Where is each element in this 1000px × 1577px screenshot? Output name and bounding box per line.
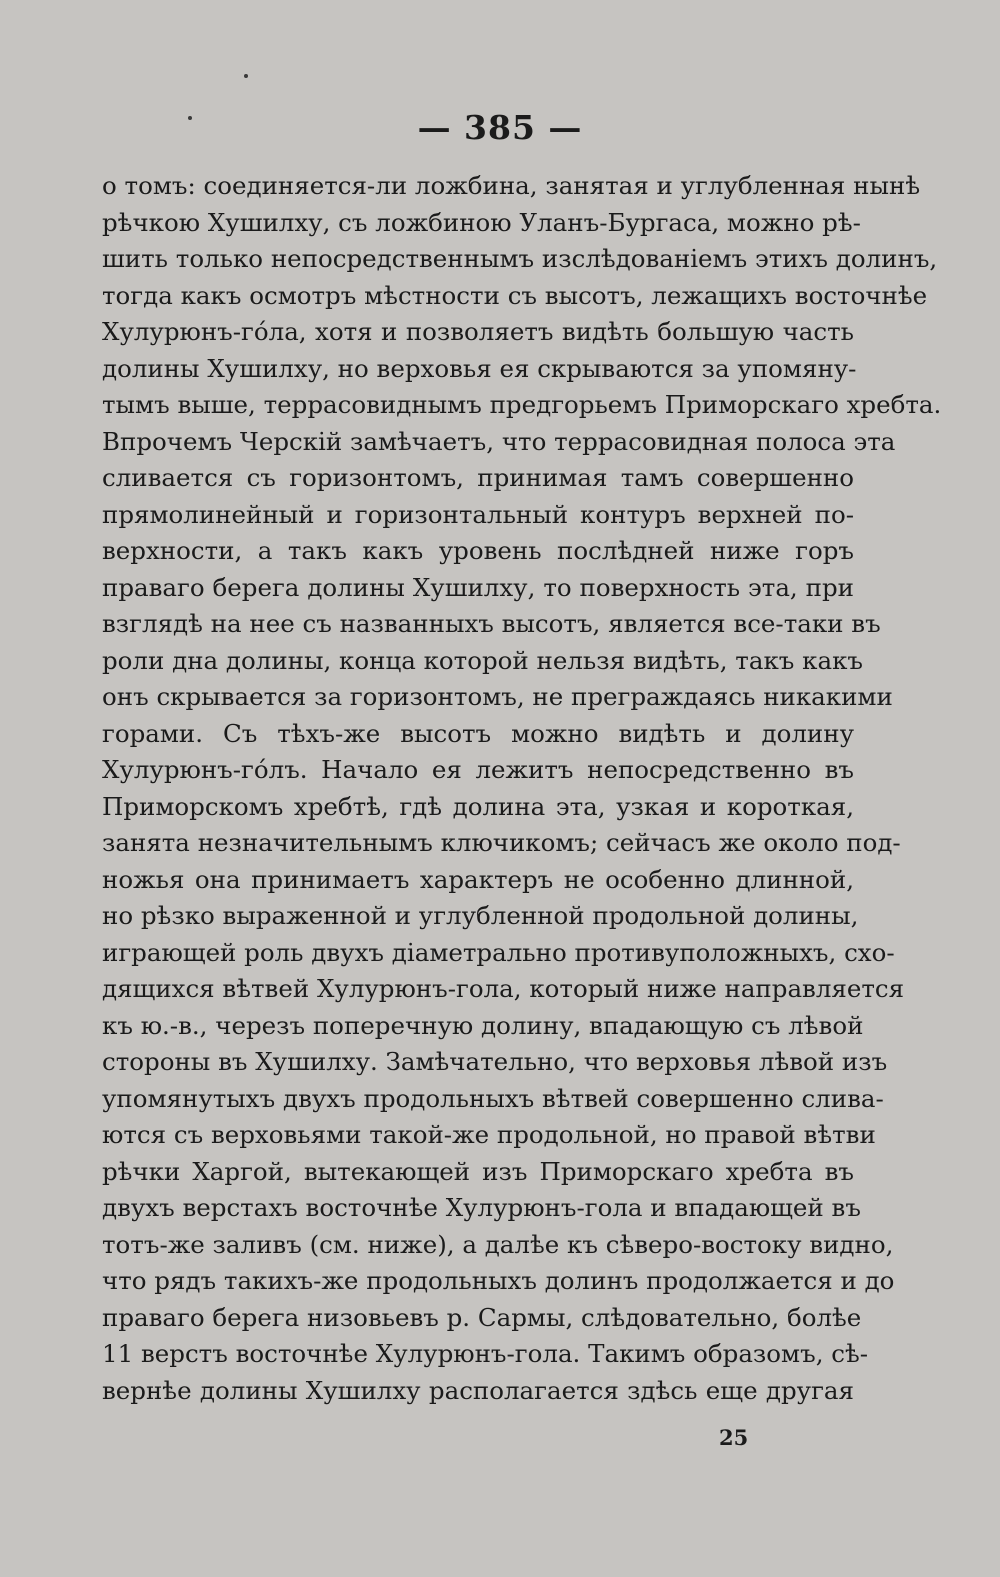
- text-line: играющей роль двухъ діаметрально противуположныхъ, схо-: [102, 937, 895, 967]
- page-number: — 385 —: [417, 108, 583, 147]
- text-line: Приморскомъ хребтѣ, гдѣ долина эта, узкая и короткая,: [102, 791, 854, 821]
- text-line: Впрочемъ Черскій замѣчаетъ, что террасовидная полоса эта: [102, 426, 896, 456]
- paper-speck: [244, 74, 248, 78]
- text-line: Хулурюнъ-гóлъ. Начало ея лежитъ непосредственно въ: [102, 755, 854, 784]
- paper-speck: [188, 116, 192, 120]
- text-line: праваго берега долины Хушилху, то поверхность эта, при: [102, 572, 854, 602]
- text-line: Хулурюнъ-гóла, хотя и позволяетъ видѣть большую часть: [102, 317, 854, 346]
- text-line: двухъ верстахъ восточнѣе Хулурюнъ-гола и впадающей въ: [102, 1193, 861, 1222]
- text-line: занята незначительнымъ ключикомъ; сейчасъ же около под-: [102, 828, 901, 857]
- text-line: тотъ-же заливъ (см. ниже), а далѣе къ сѣверо-востоку видно,: [102, 1229, 894, 1259]
- text-body: [102, 168, 942, 1409]
- text-line: онъ скрывается за горизонтомъ, не преграждаясь никакими: [102, 682, 893, 711]
- text-line: праваго берега низовьевъ р. Сармы, слѣдовательно, болѣе: [102, 1302, 862, 1332]
- text-line: тымъ выше, террасовиднымъ предгорьемъ Приморскаго хребта.: [102, 390, 942, 419]
- text-line: упомянутыхъ двухъ продольныхъ вѣтвей совершенно слива-: [102, 1083, 884, 1113]
- text-line: рѣчкою Хушилху, съ ложбиною Уланъ-Бургаса, можно рѣ-: [102, 207, 861, 237]
- text-line: вернѣе долины Хушилху располагается здѣсь еще другая: [102, 1375, 854, 1405]
- text-line: 11 верстъ восточнѣе Хулурюнъ-гола. Такимъ образомъ, сѣ-: [102, 1339, 869, 1368]
- text-line: рѣчки Харгой, вытекающей изъ Приморскаго хребта въ: [102, 1156, 854, 1186]
- text-line: верхности, а такъ какъ уровень послѣдней ниже горъ: [102, 536, 854, 565]
- text-line: горами. Съ тѣхъ-же высотъ можно видѣть и долину: [102, 718, 854, 748]
- text-line: къ ю.-в., черезъ поперечную долину, впадающую съ лѣвой: [102, 1010, 864, 1040]
- text-line: сливается съ горизонтомъ, принимая тамъ совершенно: [102, 463, 854, 492]
- text-line: взглядѣ на нее съ названныхъ высотъ, является все-таки въ: [102, 609, 881, 638]
- text-line: стороны въ Хушилху. Замѣчательно, что верховья лѣвой изъ: [102, 1047, 888, 1076]
- text-line: ножья она принимаетъ характеръ не особенно длинной,: [102, 864, 854, 894]
- signature-mark: 25: [719, 1425, 749, 1450]
- text-line: тогда какъ осмотръ мѣстности съ высотъ, лежащихъ восточнѣе: [102, 280, 928, 310]
- text-line: долины Хушилху, но верховья ея скрываются за упомяну-: [102, 353, 857, 383]
- text-line: роли дна долины, конца которой нельзя видѣть, такъ какъ: [102, 645, 863, 675]
- text-line: шить только непосредственнымъ изслѣдованіемъ этихъ долинъ,: [102, 244, 938, 273]
- text-line: прямолинейный и горизонтальный контуръ верхней по-: [102, 499, 854, 529]
- text-line: но рѣзко выраженной и углубленной продольной долины,: [102, 901, 859, 930]
- text-line: что рядъ такихъ-же продольныхъ долинъ продолжается и до: [102, 1266, 895, 1295]
- text-line: о томъ: соединяется-ли ложбина, занятая и углубленная нынѣ: [102, 171, 921, 200]
- text-line: ются съ верховьями такой-же продольной, но правой вѣтви: [102, 1120, 876, 1149]
- text-line: дящихся вѣтвей Хулурюнъ-гола, который ниже направляется: [102, 974, 905, 1003]
